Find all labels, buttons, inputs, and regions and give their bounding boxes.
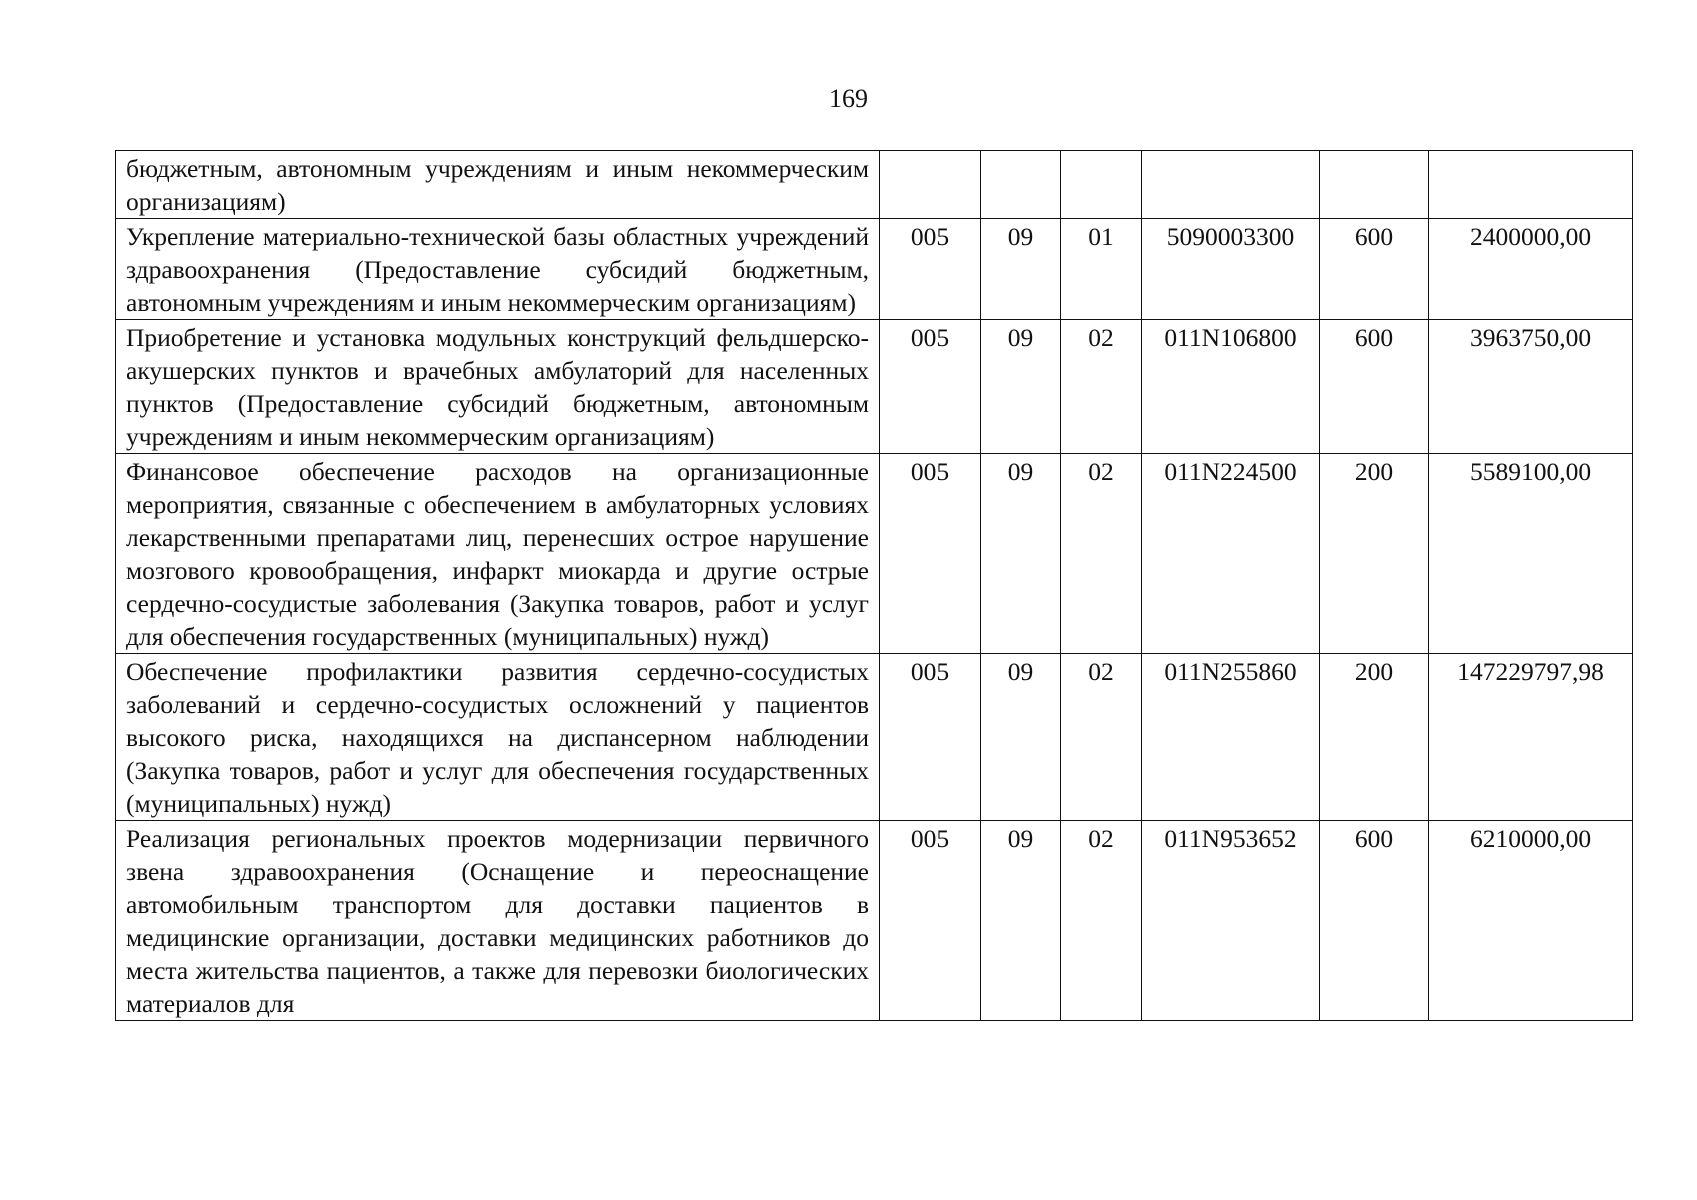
amount-value: 5589100,00 xyxy=(1429,454,1633,654)
ministry-code: 005 xyxy=(880,654,981,821)
row-description-text: Реализация региональных проектов модернизации первичного звена здравоохранения (Оснащение и переоснащение автомобильным транспортом для доставки пациентов в медицинские организации, доставки медицинских работников до места жительства пациентов, а также для перевозки биологических материалов для xyxy=(126,824,869,1018)
table-row xyxy=(116,454,1633,654)
ministry-code: 005 xyxy=(880,320,981,454)
target-article-code: 011N224500 xyxy=(1142,454,1320,654)
expense-type-code: 600 xyxy=(1320,821,1429,1021)
ministry-code: 005 xyxy=(880,821,981,1021)
target-article-code: 011N953652 xyxy=(1142,821,1320,1021)
section-code: 09 xyxy=(981,454,1061,654)
page-number: 169 xyxy=(829,84,868,113)
amount-value: 6210000,00 xyxy=(1429,821,1633,1021)
expense-type-code: 200 xyxy=(1320,454,1429,654)
expense-type-code xyxy=(1320,151,1429,219)
target-article-code xyxy=(1142,151,1320,219)
section-code: 09 xyxy=(981,219,1061,320)
row-description-text: бюджетным, автономным учреждениям и иным некоммерческим организациям) xyxy=(126,154,869,216)
row-description xyxy=(116,454,880,654)
amount-value: 3963750,00 xyxy=(1429,320,1633,454)
row-description xyxy=(116,821,880,1021)
row-description-text: Обеспечение профилактики развития сердечно-сосудистых заболеваний и сердечно-сосудистых осложнений у пациентов высокого риска, находящихся на диспансерном наблюдении (Закупка товаров, работ и услуг для обеспечения государственных (муниципальных) нужд) xyxy=(126,657,869,818)
expense-type-code: 200 xyxy=(1320,654,1429,821)
row-description-text: Финансовое обеспечение расходов на организационные мероприятия, связанные с обеспечением в амбулаторных условиях лекарственными препаратами лиц, перенесших острое нарушение мозгового кровообращения, инфаркт миокарда и другие острые сердечно-сосудистые заболевания (Закупка товаров, работ и услуг для обеспечения государственных (муниципальных) нужд) xyxy=(126,457,869,651)
ministry-code: 005 xyxy=(880,219,981,320)
table-row xyxy=(116,151,1633,219)
amount-value: 147229797,98 xyxy=(1429,654,1633,821)
section-code: 09 xyxy=(981,821,1061,1021)
row-description xyxy=(116,219,880,320)
table-row xyxy=(116,320,1633,454)
subsection-code: 02 xyxy=(1061,654,1142,821)
row-description xyxy=(116,151,880,219)
section-code xyxy=(981,151,1061,219)
subsection-code xyxy=(1061,151,1142,219)
subsection-code: 02 xyxy=(1061,320,1142,454)
ministry-code: 005 xyxy=(880,454,981,654)
target-article-code: 011N106800 xyxy=(1142,320,1320,454)
subsection-code: 01 xyxy=(1061,219,1142,320)
table-row xyxy=(116,219,1633,320)
row-description-text: Приобретение и установка модульных конструкций фельдшерско-акушерских пунктов и врачебных амбулаторий для населенных пунктов (Предоставление субсидий бюджетным, автономным учреждениям и иным некоммерческим организациям) xyxy=(126,323,869,451)
row-description xyxy=(116,654,880,821)
row-description xyxy=(116,320,880,454)
amount-value xyxy=(1429,151,1633,219)
expense-type-code: 600 xyxy=(1320,219,1429,320)
ministry-code xyxy=(880,151,981,219)
section-code: 09 xyxy=(981,654,1061,821)
target-article-code: 011N255860 xyxy=(1142,654,1320,821)
section-code: 09 xyxy=(981,320,1061,454)
row-description-text: Укрепление материально-технической базы областных учреждений здравоохранения (Предоставление субсидий бюджетным, автономным учреждениям и иным некоммерческим организациям) xyxy=(126,222,869,317)
amount-value: 2400000,00 xyxy=(1429,219,1633,320)
budget-table-body xyxy=(116,151,1633,1021)
target-article-code: 5090003300 xyxy=(1142,219,1320,320)
table-row xyxy=(116,821,1633,1021)
budget-table xyxy=(115,150,1633,1021)
table-row xyxy=(116,654,1633,821)
subsection-code: 02 xyxy=(1061,821,1142,1021)
expense-type-code: 600 xyxy=(1320,320,1429,454)
subsection-code: 02 xyxy=(1061,454,1142,654)
